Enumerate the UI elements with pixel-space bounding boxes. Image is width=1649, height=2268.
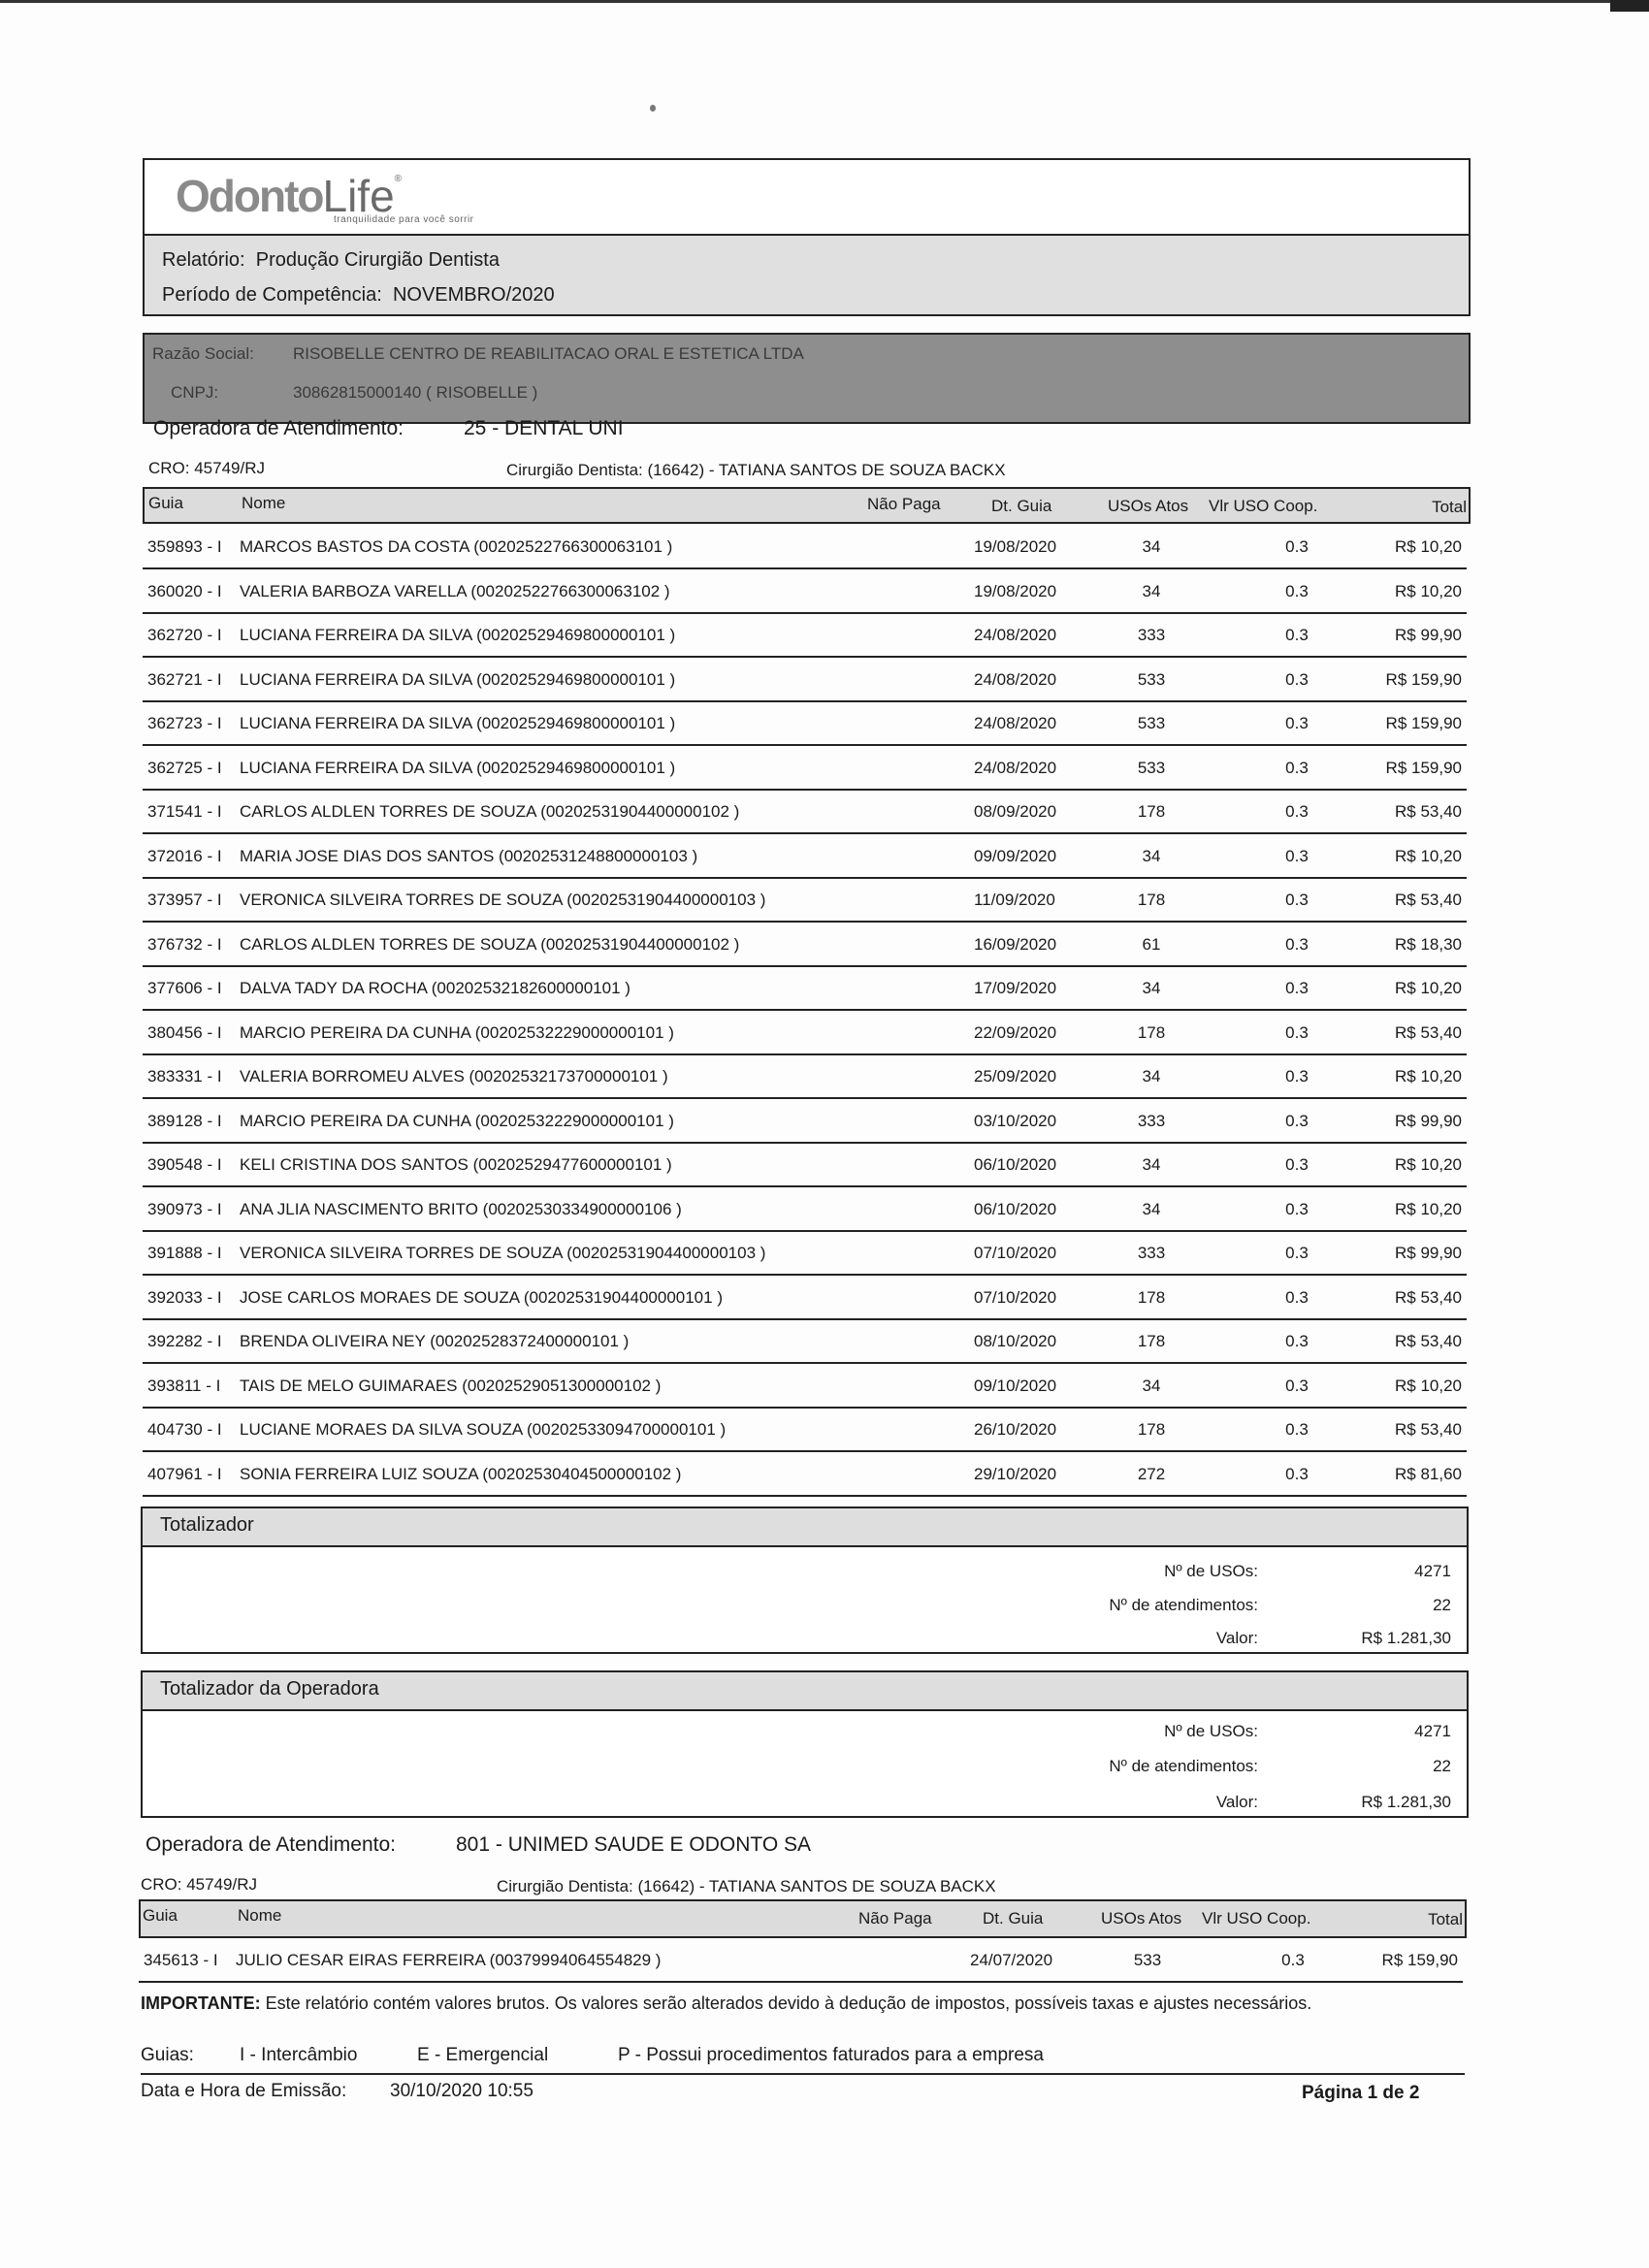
cell-vlr-uso: 0.3 xyxy=(1281,1951,1305,1969)
cell-guia: 404730 - I xyxy=(147,1420,222,1439)
cell-guia: 391888 - I xyxy=(147,1244,222,1262)
valor-label: Valor: xyxy=(1215,1793,1258,1811)
cell-nome: CARLOS ALDLEN TORRES DE SOUZA (00202531904400000102 ) xyxy=(240,802,740,821)
col-dt-guia: Dt. Guia xyxy=(983,1909,1044,1928)
cell-vlr-uso: 0.3 xyxy=(1285,1244,1309,1262)
cell-vlr-uso: 0.3 xyxy=(1285,581,1309,600)
table-row xyxy=(143,657,1467,702)
cell-vlr-uso: 0.3 xyxy=(1285,537,1309,556)
cell-dt-guia: 08/10/2020 xyxy=(974,1332,1057,1350)
cell-total: R$ 53,40 xyxy=(1395,802,1462,821)
cell-usos: 333 xyxy=(1137,626,1166,644)
scan-speck xyxy=(650,105,656,112)
cell-usos: 178 xyxy=(1137,1022,1166,1042)
cell-guia: 362723 - I xyxy=(147,714,222,732)
cell-usos: 34 xyxy=(1142,846,1161,865)
cell-vlr-uso: 0.3 xyxy=(1285,1067,1309,1085)
cell-vlr-uso: 0.3 xyxy=(1285,1199,1309,1218)
totalizador-operadora-box xyxy=(141,1670,1469,1818)
valor-value: R$ 1.281,30 xyxy=(1361,1793,1451,1811)
cell-dt-guia: 11/09/2020 xyxy=(974,891,1055,909)
cell-usos: 272 xyxy=(1137,1464,1166,1483)
cell-usos: 333 xyxy=(1137,1244,1166,1262)
report-info xyxy=(143,234,1471,316)
emissao-value: 30/10/2020 10:55 xyxy=(390,2081,534,2101)
cell-nome: LUCIANA FERREIRA DA SILVA (00202529469800000101 ) xyxy=(240,714,676,732)
cell-total: R$ 10,20 xyxy=(1395,1155,1462,1174)
cell-total: R$ 10,20 xyxy=(1395,1376,1462,1395)
cell-dt-guia: 06/10/2020 xyxy=(974,1199,1057,1218)
cell-nome: LUCIANA FERREIRA DA SILVA (00202529469800000101 ) xyxy=(240,669,676,689)
cell-vlr-uso: 0.3 xyxy=(1285,1464,1309,1483)
cell-guia: 362725 - I xyxy=(147,758,222,777)
cell-usos: 178 xyxy=(1137,1332,1166,1350)
cell-vlr-uso: 0.3 xyxy=(1285,1111,1309,1130)
cell-usos: 178 xyxy=(1137,1420,1166,1439)
period-line xyxy=(162,284,555,307)
cell-usos: 34 xyxy=(1142,537,1161,556)
cell-vlr-uso: 0.3 xyxy=(1285,1420,1309,1439)
cell-guia: 345613 - I xyxy=(144,1951,218,1969)
cell-nome: VERONICA SILVEIRA TORRES DE SOUZA (00202531904400000103 ) xyxy=(240,1244,766,1262)
cell-guia: 377606 - I xyxy=(147,979,222,997)
cell-usos: 178 xyxy=(1137,1287,1166,1307)
cnpj-label: CNPJ: xyxy=(171,383,219,402)
logo-header xyxy=(143,158,1471,236)
table-row xyxy=(143,568,1467,614)
cell-total: R$ 159,90 xyxy=(1385,669,1462,689)
legend-item: I - Intercâmbio xyxy=(240,2045,358,2065)
cell-total: R$ 10,20 xyxy=(1395,581,1462,600)
cell-dt-guia: 08/09/2020 xyxy=(974,802,1057,821)
col-nao-paga: Não Paga xyxy=(858,1909,932,1928)
cell-nome: LUCIANA FERREIRA DA SILVA (00202529469800000101 ) xyxy=(240,626,676,644)
col-total: Total xyxy=(1432,498,1467,516)
cell-nome: LUCIANE MORAES DA SILVA SOUZA (00202533094700000101 ) xyxy=(240,1420,727,1439)
cell-nome: LUCIANA FERREIRA DA SILVA (00202529469800000101 ) xyxy=(240,758,676,777)
col-guia: Guia xyxy=(143,1906,178,1925)
valor-label: Valor: xyxy=(1215,1629,1258,1647)
col-vlr: Vlr USO Coop. xyxy=(1202,1909,1311,1928)
table-row xyxy=(143,965,1467,1011)
emissao-label: Data e Hora de Emissão: xyxy=(141,2081,347,2101)
cell-nome: MARCIO PEREIRA DA CUNHA (00202532229000000101 ) xyxy=(240,1022,674,1042)
cell-guia: 383331 - I xyxy=(147,1067,222,1085)
cell-dt-guia: 19/08/2020 xyxy=(974,581,1057,600)
cell-usos: 178 xyxy=(1137,891,1166,909)
cell-dt-guia: 06/10/2020 xyxy=(974,1155,1057,1174)
cell-usos: 34 xyxy=(1142,1199,1161,1218)
cell-guia: 362720 - I xyxy=(147,626,222,644)
cell-guia: 360020 - I xyxy=(147,581,222,600)
cell-nome: DALVA TADY DA ROCHA (00202532182600000101 ) xyxy=(240,979,630,997)
table-row xyxy=(143,524,1467,569)
cell-dt-guia: 24/08/2020 xyxy=(974,669,1057,689)
cell-nome: JULIO CESAR EIRAS FERREIRA (00379994064554829 ) xyxy=(236,1951,662,1969)
important-notice xyxy=(141,1992,1382,2016)
cell-total: R$ 99,90 xyxy=(1395,626,1462,644)
cell-nome: JOSE CARLOS MORAES DE SOUZA (00202531904400000101 ) xyxy=(240,1287,723,1307)
usos-value: 4271 xyxy=(1414,1562,1451,1580)
cell-total: R$ 159,90 xyxy=(1385,758,1462,777)
atendimentos-label: Nº de atendimentos: xyxy=(1109,1757,1258,1775)
legend-label: Guias: xyxy=(141,2045,194,2065)
cell-usos: 34 xyxy=(1142,1155,1161,1174)
registered-mark: ® xyxy=(394,174,401,184)
cell-dt-guia: 24/07/2020 xyxy=(970,1951,1053,1969)
footer-divider xyxy=(141,2073,1465,2075)
atendimentos-value: 22 xyxy=(1433,1757,1451,1775)
cell-total: R$ 53,40 xyxy=(1395,1022,1462,1042)
page-number: Página 1 de 2 xyxy=(1302,2083,1420,2103)
cell-nome: CARLOS ALDLEN TORRES DE SOUZA (00202531904400000102 ) xyxy=(240,934,740,954)
table-row xyxy=(143,1363,1467,1409)
totalizador-box xyxy=(141,1507,1469,1654)
report-label: Relatório: xyxy=(162,249,245,271)
cell-nome: ANA JLIA NASCIMENTO BRITO (00202530334900000106 ) xyxy=(240,1199,682,1218)
period-label: Período de Competência: xyxy=(162,284,382,306)
cell-usos: 533 xyxy=(1137,669,1166,689)
usos-label: Nº de USOs: xyxy=(1164,1562,1258,1580)
cell-vlr-uso: 0.3 xyxy=(1285,1155,1309,1174)
razao-value: RISOBELLE CENTRO DE REABILITACAO ORAL E ESTETICA LTDA xyxy=(293,344,804,363)
totalizador-operadora-header xyxy=(143,1672,1467,1711)
table-header xyxy=(143,487,1471,524)
operadora-label: Operadora de Atendimento: xyxy=(146,1833,397,1856)
cell-nome: VALERIA BARBOZA VARELLA (00202522766300063102 ) xyxy=(240,581,670,600)
table-row xyxy=(143,833,1467,879)
cell-usos: 34 xyxy=(1142,1067,1161,1085)
logo-tagline: tranquilidade para você sorrir xyxy=(334,214,474,225)
razao-label: Razão Social: xyxy=(152,344,254,363)
cell-dt-guia: 29/10/2020 xyxy=(974,1464,1057,1483)
cell-dt-guia: 03/10/2020 xyxy=(974,1111,1057,1130)
cell-total: R$ 99,90 xyxy=(1395,1244,1462,1262)
cell-usos: 533 xyxy=(1133,1951,1162,1969)
cell-usos: 533 xyxy=(1137,758,1166,777)
cell-total: R$ 53,40 xyxy=(1395,1420,1462,1439)
cell-dt-guia: 07/10/2020 xyxy=(974,1287,1057,1307)
cell-guia: 392282 - I xyxy=(147,1332,222,1350)
cell-nome: SONIA FERREIRA LUIZ SOUZA (00202530404500000102 ) xyxy=(240,1464,682,1483)
cell-guia: 392033 - I xyxy=(147,1287,222,1307)
cell-total: R$ 10,20 xyxy=(1395,1067,1462,1085)
operadora-label: Operadora de Atendimento: xyxy=(153,417,404,439)
cell-total: R$ 10,20 xyxy=(1395,537,1462,556)
dentist: Cirurgião Dentista: (16642) - TATIANA SANTOS DE SOUZA BACKX xyxy=(497,1877,996,1895)
scan-edge xyxy=(0,0,1649,3)
cell-guia: 371541 - I xyxy=(147,802,222,821)
col-usos: USOs Atos xyxy=(1108,497,1189,515)
cell-dt-guia: 16/09/2020 xyxy=(974,934,1057,954)
cell-guia: 376732 - I xyxy=(147,934,222,954)
cell-dt-guia: 17/09/2020 xyxy=(974,979,1057,997)
logo-part-odonto: Odonto xyxy=(176,171,323,221)
cro: CRO: 45749/RJ xyxy=(148,459,265,477)
cell-dt-guia: 22/09/2020 xyxy=(974,1022,1057,1042)
cell-total: R$ 10,20 xyxy=(1395,979,1462,997)
cell-total: R$ 53,40 xyxy=(1395,1287,1462,1307)
table-row xyxy=(143,1275,1467,1320)
cell-usos: 61 xyxy=(1142,934,1161,954)
cell-usos: 34 xyxy=(1142,581,1161,600)
totalizador-title: Totalizador xyxy=(160,1514,254,1536)
notice-text: Este relatório contém valores brutos. Os valores serão alterados devido à dedução de impostos, possíveis taxas e ajustes necessários. xyxy=(260,1993,1312,2013)
cell-vlr-uso: 0.3 xyxy=(1285,979,1309,997)
cell-usos: 34 xyxy=(1142,979,1161,997)
cell-usos: 533 xyxy=(1137,714,1166,732)
cell-vlr-uso: 0.3 xyxy=(1285,1022,1309,1042)
cell-nome: KELI CRISTINA DOS SANTOS (00202529477600000101 ) xyxy=(240,1155,672,1174)
table-row xyxy=(143,1407,1467,1452)
atendimentos-label: Nº de atendimentos: xyxy=(1109,1596,1258,1614)
usos-value: 4271 xyxy=(1414,1722,1451,1740)
cell-nome: VALERIA BORROMEU ALVES (00202532173700000101 ) xyxy=(240,1067,668,1085)
table-row xyxy=(143,1186,1467,1232)
table-row xyxy=(143,1318,1467,1364)
cell-dt-guia: 24/08/2020 xyxy=(974,714,1057,732)
cell-guia: 393811 - I xyxy=(147,1376,221,1395)
cell-guia: 390973 - I xyxy=(147,1199,222,1218)
cell-vlr-uso: 0.3 xyxy=(1285,846,1309,865)
col-nome: Nome xyxy=(242,494,286,512)
operadora-value: 25 - DENTAL UNI xyxy=(464,417,624,439)
cell-dt-guia: 09/10/2020 xyxy=(974,1376,1057,1395)
cell-nome: MARCIO PEREIRA DA CUNHA (00202532229000000101 ) xyxy=(240,1111,674,1130)
col-nome: Nome xyxy=(238,1906,282,1925)
table-row xyxy=(139,1937,1463,1983)
cell-total: R$ 99,90 xyxy=(1395,1111,1462,1130)
cell-guia: 407961 - I xyxy=(147,1464,222,1483)
scan-corner xyxy=(1610,0,1649,12)
table-row xyxy=(143,922,1467,967)
totalizador-header xyxy=(143,1508,1467,1547)
dentist: Cirurgião Dentista: (16642) - TATIANA SANTOS DE SOUZA BACKX xyxy=(506,461,1006,479)
col-total: Total xyxy=(1428,1910,1463,1928)
cro: CRO: 45749/RJ xyxy=(141,1875,257,1894)
cell-total: R$ 10,20 xyxy=(1395,1199,1462,1218)
notice-bold: IMPORTANTE: xyxy=(141,1993,261,2013)
cell-nome: VERONICA SILVEIRA TORRES DE SOUZA (00202531904400000103 ) xyxy=(240,891,766,909)
cell-total: R$ 159,90 xyxy=(1385,714,1462,732)
cell-total: R$ 18,30 xyxy=(1395,934,1462,954)
cell-usos: 178 xyxy=(1137,802,1166,821)
cell-dt-guia: 07/10/2020 xyxy=(974,1244,1057,1262)
cell-dt-guia: 24/08/2020 xyxy=(974,626,1057,644)
table-row xyxy=(143,1053,1467,1099)
cell-nome: TAIS DE MELO GUIMARAES (00202529051300000102 ) xyxy=(240,1376,662,1395)
cell-nome: MARCOS BASTOS DA COSTA (00202522766300063101 ) xyxy=(240,537,673,556)
cell-guia: 372016 - I xyxy=(147,846,222,865)
cell-usos: 333 xyxy=(1137,1111,1166,1130)
cell-nome: BRENDA OLIVEIRA NEY (00202528372400000101 ) xyxy=(240,1332,630,1350)
col-dt-guia: Dt. Guia xyxy=(991,497,1052,515)
table-row xyxy=(143,1142,1467,1187)
report-value: Produção Cirurgião Dentista xyxy=(255,249,500,271)
table-row xyxy=(143,1010,1467,1055)
table-row xyxy=(143,877,1467,923)
cell-total: R$ 159,90 xyxy=(1381,1951,1458,1969)
cell-guia: 362721 - I xyxy=(147,669,222,689)
cell-total: R$ 81,60 xyxy=(1395,1464,1462,1483)
cell-total: R$ 53,40 xyxy=(1395,891,1462,909)
table-header xyxy=(139,1899,1467,1938)
cell-dt-guia: 19/08/2020 xyxy=(974,537,1057,556)
cell-vlr-uso: 0.3 xyxy=(1285,934,1309,954)
company-info xyxy=(143,333,1471,424)
cell-vlr-uso: 0.3 xyxy=(1285,1287,1309,1307)
cell-total: R$ 10,20 xyxy=(1395,846,1462,865)
table-row xyxy=(143,1230,1467,1276)
table-row xyxy=(143,745,1467,791)
table-row xyxy=(143,612,1467,658)
cell-vlr-uso: 0.3 xyxy=(1285,802,1309,821)
operadora-value: 801 - UNIMED SAUDE E ODONTO SA xyxy=(456,1833,812,1856)
cell-vlr-uso: 0.3 xyxy=(1285,1376,1309,1395)
period-value: NOVEMBRO/2020 xyxy=(392,284,555,306)
legend-item: P - Possui procedimentos faturados para a empresa xyxy=(618,2045,1044,2065)
cell-dt-guia: 24/08/2020 xyxy=(974,758,1057,777)
cnpj-value: 30862815000140 ( RISOBELLE ) xyxy=(293,383,538,402)
legend-item: E - Emergencial xyxy=(417,2045,549,2065)
cell-dt-guia: 26/10/2020 xyxy=(974,1420,1057,1439)
cell-guia: 389128 - I xyxy=(147,1111,222,1130)
cell-nome: MARIA JOSE DIAS DOS SANTOS (00202531248800000103 ) xyxy=(240,846,698,865)
cell-guia: 380456 - I xyxy=(147,1022,222,1042)
totalizador-operadora-title: Totalizador da Operadora xyxy=(160,1678,379,1700)
table-row xyxy=(143,789,1467,834)
table-row xyxy=(143,1451,1467,1497)
cell-guia: 359893 - I xyxy=(147,537,222,556)
cell-vlr-uso: 0.3 xyxy=(1285,714,1309,732)
col-nao-paga: Não Paga xyxy=(867,495,941,513)
logo-part-life: Life xyxy=(322,171,395,221)
cell-dt-guia: 09/09/2020 xyxy=(974,846,1057,865)
report-title-line xyxy=(162,249,500,272)
table-row xyxy=(143,700,1467,746)
cell-total: R$ 53,40 xyxy=(1395,1332,1462,1350)
cell-guia: 390548 - I xyxy=(147,1155,222,1174)
col-guia: Guia xyxy=(148,494,183,512)
cell-vlr-uso: 0.3 xyxy=(1285,891,1309,909)
cell-vlr-uso: 0.3 xyxy=(1285,758,1309,777)
cell-vlr-uso: 0.3 xyxy=(1285,669,1309,689)
cell-vlr-uso: 0.3 xyxy=(1285,1332,1309,1350)
table-row xyxy=(143,1098,1467,1144)
cell-vlr-uso: 0.3 xyxy=(1285,626,1309,644)
col-usos: USOs Atos xyxy=(1101,1909,1182,1928)
cell-guia: 373957 - I xyxy=(147,891,222,909)
valor-value: R$ 1.281,30 xyxy=(1361,1629,1451,1647)
cell-usos: 34 xyxy=(1142,1376,1161,1395)
usos-label: Nº de USOs: xyxy=(1164,1722,1258,1740)
col-vlr: Vlr USO Coop. xyxy=(1209,497,1318,515)
atendimentos-value: 22 xyxy=(1433,1596,1451,1614)
cell-dt-guia: 25/09/2020 xyxy=(974,1067,1057,1085)
